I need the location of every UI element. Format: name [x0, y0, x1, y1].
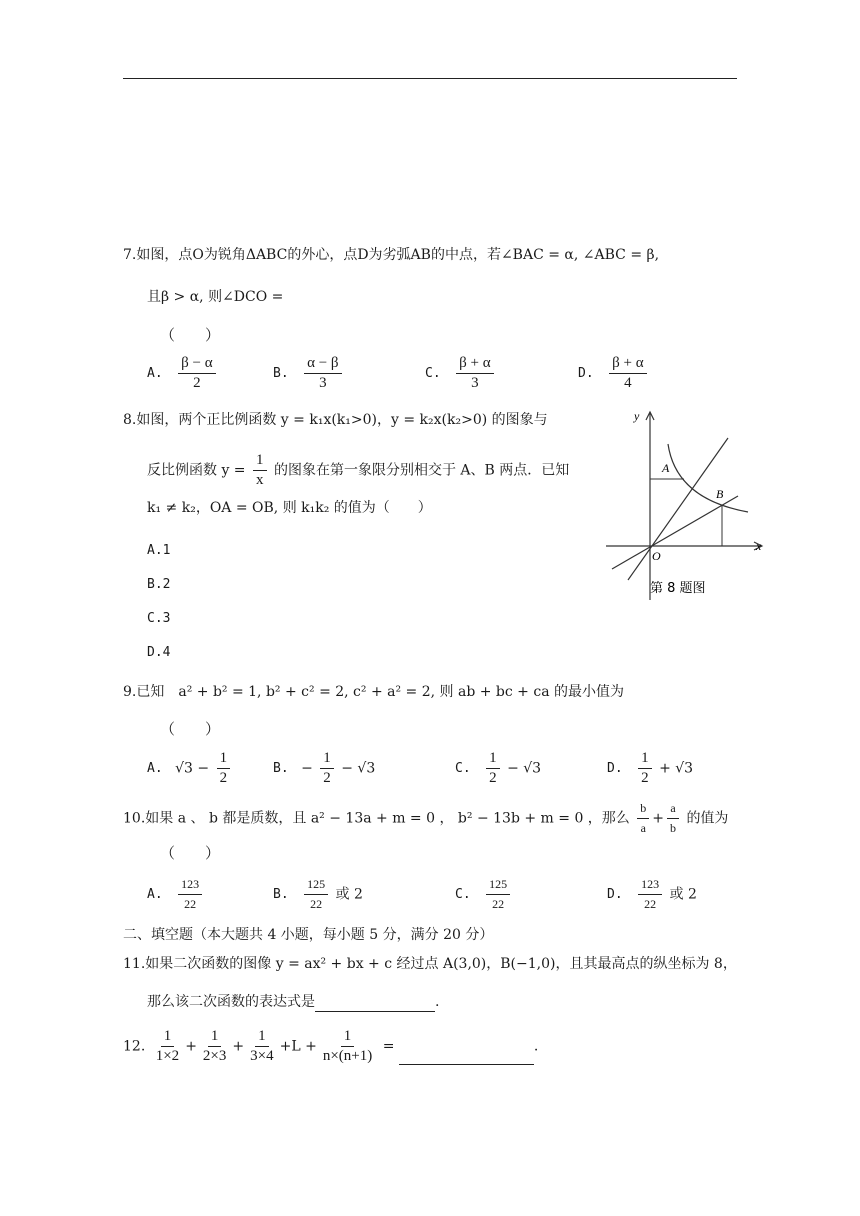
- q7-line1: 7.如图，点O为锐角ΔABC的外心，点D为劣弧AB的中点，若∠BAC = α, ∠ABC = β,: [123, 247, 660, 263]
- q8-graph: [598, 404, 768, 604]
- q10-option-c: C. $\frac{125}{22}$: [455, 876, 513, 913]
- line-k2: [612, 496, 738, 569]
- x-axis-label: x: [756, 539, 762, 553]
- q10-option-d: D. $\frac{123}{22}$ 或 2: [607, 877, 697, 911]
- q8-figure: [598, 404, 768, 608]
- origin-label: O: [652, 549, 661, 563]
- q11-line1: 11.如果二次函数的图像 y = ax² + bx + c 经过点 A(3,0)，B(−1,0)，且其最高点的纵坐标为 8，: [123, 956, 737, 972]
- line-k1: [628, 438, 728, 580]
- q8-line1: 8.如图，两个正比例函数 y = k₁x(k₁>0)，y = k₂x(k₂>0) 的图象与: [123, 412, 548, 428]
- point-a-label: A: [662, 461, 670, 475]
- q11-line2: 那么该二次函数的表达式是 .: [147, 994, 440, 1010]
- q10-line1: 10.如果 a 、 b 都是质数，且 a² − 13a + m = 0 ， b² − 13b + m = 0 ，那么 $\frac{b}{a}$ + $\frac{a}{b}$ 的值为: [123, 801, 729, 835]
- section-heading: 二、填空题（本大题共 4 小题，每小题 5 分，满分 20 分）: [123, 927, 494, 943]
- q9-option-c: C. $\frac{1}{2}$ − √3: [455, 750, 542, 786]
- q9-answer-paren: （ ）: [160, 722, 221, 738]
- q11-answer-blank[interactable]: [315, 1011, 435, 1012]
- q10-option-a: A. $\frac{123}{22}$: [147, 876, 205, 913]
- q7-option-d: D. $\frac{\beta + \alpha}{4}$: [578, 355, 650, 392]
- y-axis-label: y: [634, 409, 640, 423]
- q10-option-b: B. $\frac{125}{22}$ 或 2: [273, 877, 363, 911]
- q7-option-a: A. $\frac{\beta - \alpha}{2}$: [147, 355, 219, 392]
- q8-line2: 反比例函数 y = $\frac{1}{x}$ 的图象在第一象限分别相交于 A、B 两点．已知: [147, 452, 570, 488]
- q9-line1: 9.已知 a² + b² = 1, b² + c² = 2, c² + a² = 2, 则 ab + bc + ca 的最小值为: [123, 684, 625, 700]
- hyperbola-curve: [668, 444, 748, 512]
- q7-option-b: B. $\frac{\alpha - \beta}{3}$: [273, 355, 345, 392]
- q8-line3: k₁ ≠ k₂，OA = OB, 则 k₁k₂ 的值为（ ）: [147, 500, 432, 516]
- q8-option-d: D.4: [147, 645, 171, 660]
- q7-line2: 且β > α, 则∠DCO =: [147, 289, 284, 305]
- header-rule: [123, 78, 737, 79]
- q8-option-c: C.3: [147, 611, 171, 626]
- point-b-label: B: [716, 487, 724, 501]
- q9-option-b: B. − $\frac{1}{2}$ − √3: [273, 750, 376, 786]
- q7-answer-paren: （ ）: [160, 328, 221, 344]
- figure-caption: 第 8 题图: [650, 581, 706, 596]
- q8-option-a: A.1: [147, 543, 171, 558]
- q10-answer-paren: （ ）: [160, 846, 221, 862]
- q7-option-c: C. $\frac{\beta + \alpha}{3}$: [425, 355, 497, 392]
- q9-option-d: D. $\frac{1}{2}$ + √3: [607, 750, 694, 786]
- q12-line: 12. $\frac{1}{1\times 2}$ + $\frac{1}{2\times 3}$ + $\frac{1}{3\times 4}$ +L + $\frac{1}{n\times(n+1)}$ = .: [123, 1028, 539, 1064]
- q8-option-b: B.2: [147, 577, 171, 592]
- q9-option-a: A. √3 − $\frac{1}{2}$: [147, 750, 233, 787]
- q12-answer-blank[interactable]: [399, 1064, 534, 1065]
